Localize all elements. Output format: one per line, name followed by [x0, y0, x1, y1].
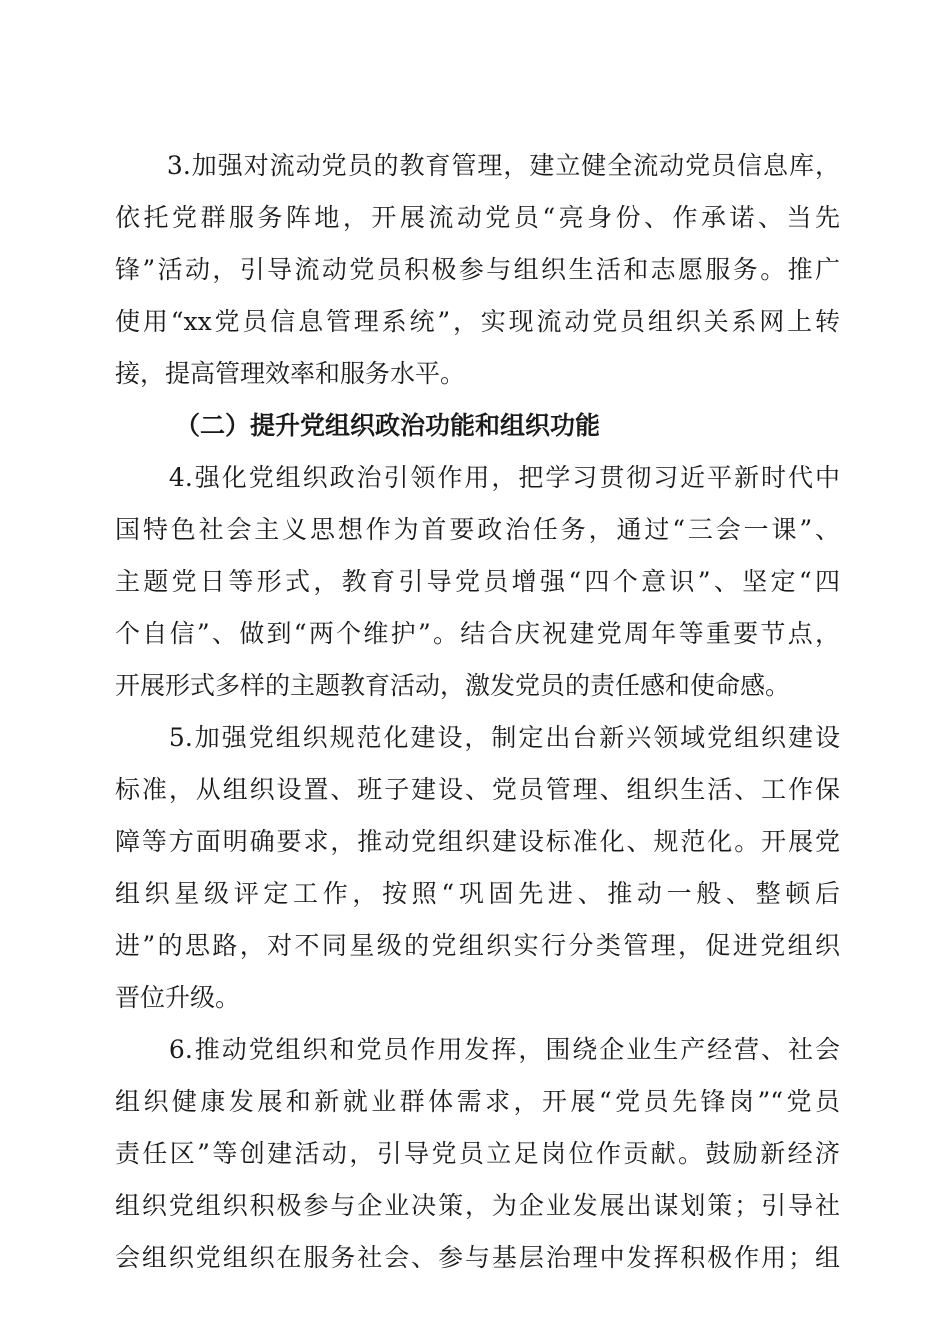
- text-line: 组织党组织积极参与企业决策，为企业发展出谋划策；引导社: [115, 1191, 840, 1220]
- text-line: 6.推动党组织和党员作用发挥，围绕企业生产经营、社会: [115, 1035, 840, 1064]
- text-line: 锋”活动，引导流动党员积极参与组织生活和志愿服务。推广: [115, 255, 840, 284]
- text-line: 使用“xx党员信息管理系统”，实现流动党员组织关系网上转: [115, 307, 840, 336]
- text-line: 责任区”等创建活动，引导党员立足岗位作贡献。鼓励新经济: [115, 1139, 840, 1168]
- text-line: 进”的思路，对不同星级的党组织实行分类管理，促进党组织: [115, 931, 840, 960]
- section-heading: （二）提升党组织政治功能和组织功能: [175, 411, 601, 440]
- text-line: 依托党群服务阵地，开展流动党员“亮身份、作承诺、当先: [115, 203, 840, 232]
- text-line: 会组织党组织在服务社会、参与基层治理中发挥积极作用；组: [115, 1243, 840, 1272]
- text-line: 4.强化党组织政治引领作用，把学习贯彻习近平新时代中: [115, 463, 840, 492]
- text-line: 国特色社会主义思想作为首要政治任务，通过“三会一课”、: [115, 515, 840, 544]
- text-line: 接，提高管理效率和服务水平。: [115, 359, 466, 388]
- document-body: [115, 140, 840, 1284]
- text-line: 组织健康发展和新就业群体需求，开展“党员先锋岗”“党员: [115, 1087, 840, 1116]
- text-line: 障等方面明确要求，推动党组织建设标准化、规范化。开展党: [115, 827, 840, 856]
- text-line: 组织星级评定工作，按照“巩固先进、推动一般、整顿后: [115, 879, 840, 908]
- text-line: 标准，从组织设置、班子建设、党员管理、组织生活、工作保: [115, 775, 840, 804]
- text-line: 个自信”、做到“两个维护”。结合庆祝建党周年等重要节点，: [115, 619, 840, 648]
- text-line: 开展形式多样的主题教育活动，激发党员的责任感和使命感。: [115, 671, 791, 700]
- text-line: 主题党日等形式，教育引导党员增强“四个意识”、坚定“四: [115, 567, 840, 596]
- text-line: 晋位升级。: [115, 983, 241, 1012]
- text-line: 3.加强对流动党员的教育管理，建立健全流动党员信息库，: [115, 151, 840, 180]
- text-line: 5.加强党组织规范化建设，制定出台新兴领域党组织建设: [115, 723, 840, 752]
